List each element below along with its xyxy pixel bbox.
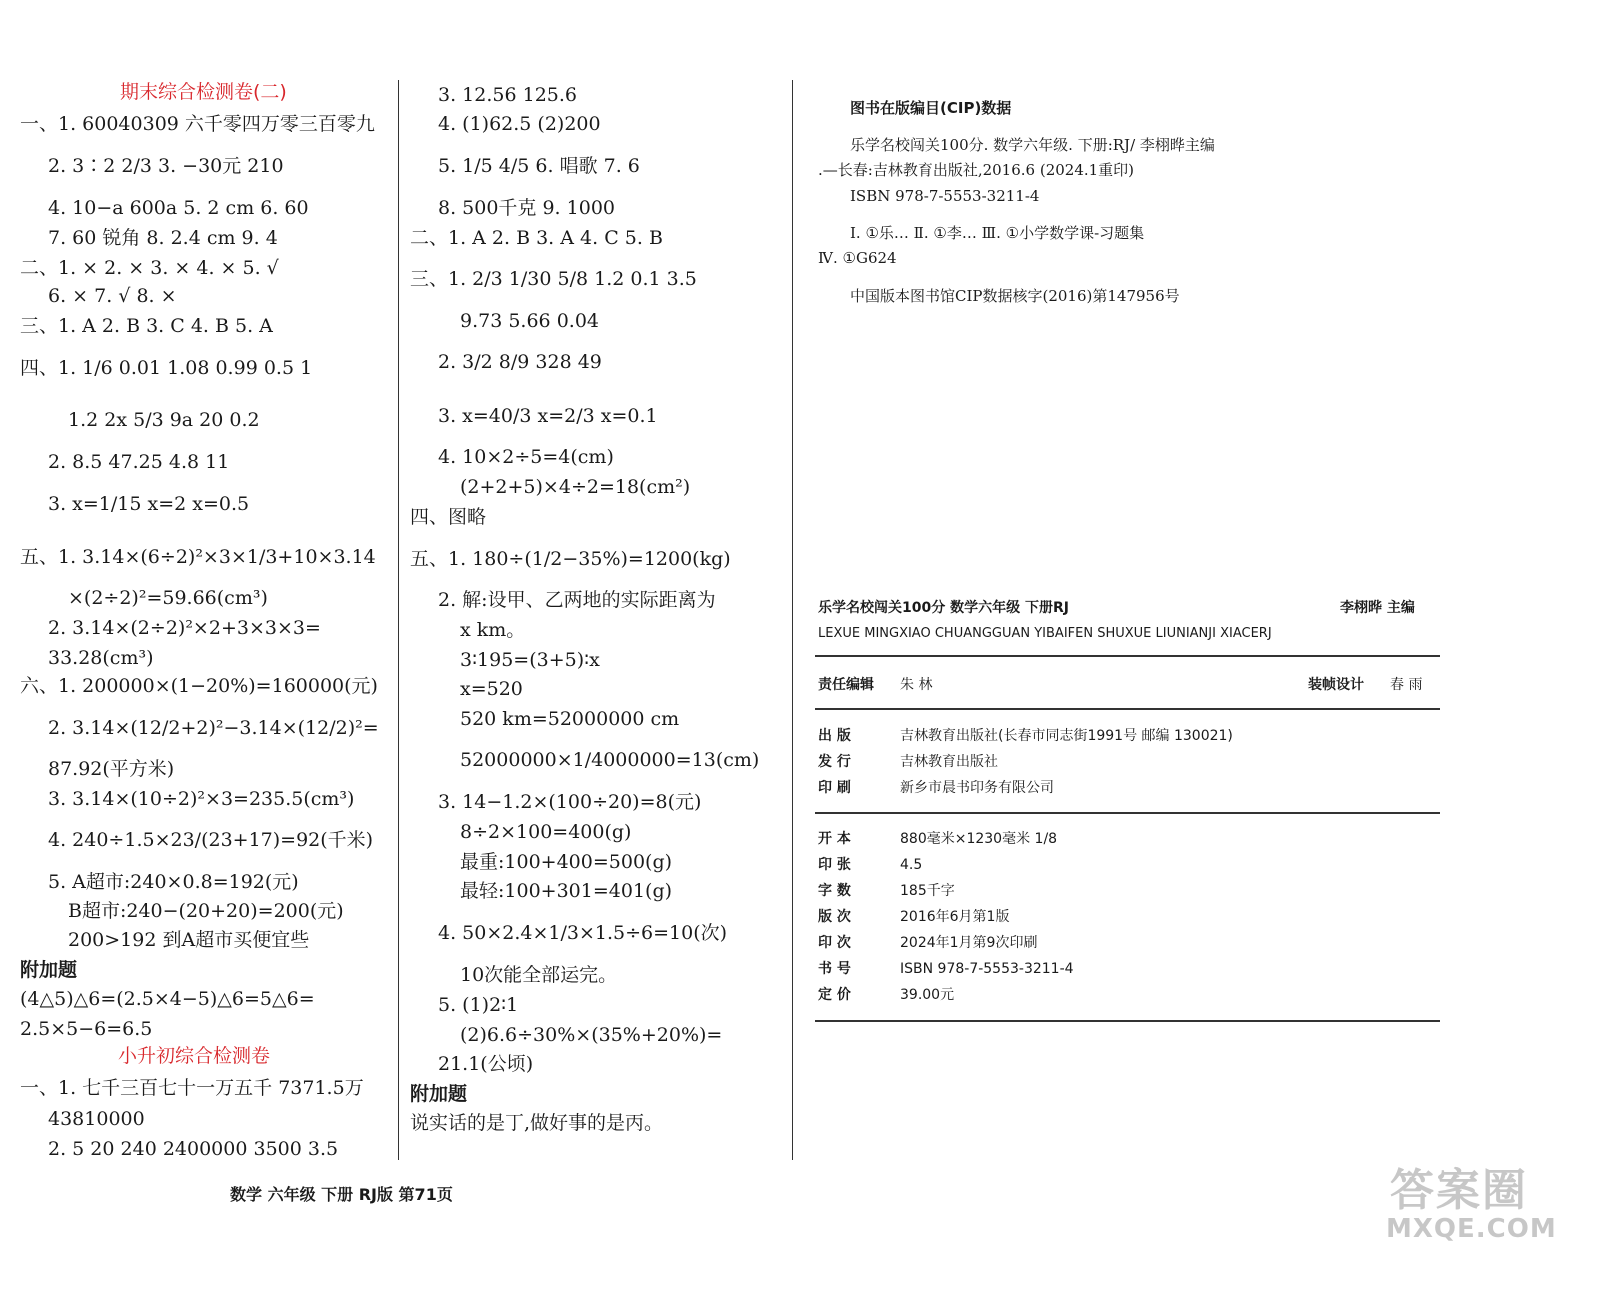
column-divider [398,80,399,1160]
answer-line: 五、1. 180÷(1/2−35%)=1200(kg) [410,548,731,570]
chief-editor: 李栩晔 主编 [1340,600,1415,616]
info-label: 发 行 [818,754,851,770]
cip-line: .—长春:吉林教育出版社,2016.6 (2024.1重印) [818,161,1135,179]
editor-name: 朱 林 [900,677,933,693]
answer-line: 2. 解:设甲、乙两地的实际距离为 [438,589,716,611]
rule [815,655,1440,657]
answer-line: (4△5)△6=(2.5×4−5)△6=5△6= [20,988,315,1010]
answer-line: 最轻:100+301=401(g) [460,880,673,902]
answer-line: 2. 3.14×(12/2+2)²−3.14×(12/2)²= [48,717,379,739]
watermark-url: MXQE.COM [1386,1214,1557,1244]
answer-line: 四、1. 1/6 0.01 1.08 0.99 0.5 1 [20,357,313,379]
info-label: 定 价 [818,987,851,1003]
answer-line: 三、1. 2/3 1/30 5/8 1.2 0.1 3.5 [410,268,697,290]
answer-line: 43810000 [48,1108,145,1130]
answer-line: 五、1. 3.14×(6÷2)²×3×1/3+10×3.14 [20,546,376,568]
answer-line: 3. 12.56 125.6 [438,84,577,106]
answer-line: 520 km=52000000 cm [460,708,680,730]
answer-line: 4. 10×2÷5=4(cm) [438,446,614,468]
info-value: 4.5 [900,857,923,873]
bonus-heading: 附加题 [410,1083,468,1105]
answer-line: 4. 10−a 600a 5. 2 cm 6. 60 [48,197,309,219]
info-label: 印 刷 [818,780,851,796]
answer-line: 4. 240÷1.5×23/(23+17)=92(千米) [48,829,374,851]
answer-line: 一、1. 60040309 六千零四万零三百零九 [20,113,375,135]
info-value: 39.00元 [900,987,955,1003]
rule [815,708,1440,710]
page-footer: 数学 六年级 下册 RJ版 第71页 [230,1185,453,1204]
info-label: 出 版 [818,728,851,744]
answer-line: 最重:100+400=500(g) [460,851,673,873]
rule [815,812,1440,814]
answer-line: 说实话的是丁,做好事的是丙。 [410,1112,664,1134]
answer-line: 3. x=40/3 x=2/3 x=0.1 [438,405,658,427]
info-label: 字 数 [818,883,851,899]
info-value: 185千字 [900,883,955,899]
answer-line: 3. x=1/15 x=2 x=0.5 [48,493,250,515]
answer-line: x km。 [460,619,526,641]
answer-line: 2.5×5−6=6.5 [20,1018,153,1040]
answer-line: 2. 5 20 240 2400000 3500 3.5 [48,1138,339,1160]
book-title: 乐学名校闯关100分 数学六年级 下册RJ [818,600,1069,616]
info-value: 880毫米×1230毫米 1/8 [900,831,1058,847]
answer-line: ×(2÷2)²=59.66(cm³) [68,587,268,609]
exam-title-graduation: 小升初综合检测卷 [118,1045,271,1067]
column-divider [792,80,793,1160]
cip-line: Ⅳ. ①G624 [818,249,897,267]
answer-line: 三、1. A 2. B 3. C 4. B 5. A [20,315,273,337]
answer-line: 3∶195=(3+5)∶x [460,649,600,671]
info-label: 印 次 [818,935,851,951]
answer-line: 9.73 5.66 0.04 [460,310,599,332]
answer-line: 52000000×1/4000000=13(cm) [460,749,760,771]
answer-line: 21.1(公顷) [438,1053,534,1075]
exam-title-2: 期末综合检测卷(二) [120,81,287,103]
answer-line: 6. × 7. √ 8. × [48,285,177,307]
answer-line: 六、1. 200000×(1−20%)=160000(元) [20,675,378,697]
answer-line: 2. 8.5 47.25 4.8 11 [48,451,230,473]
cip-line: ISBN 978-7-5553-3211-4 [850,187,1040,205]
info-value: 2024年1月第9次印刷 [900,935,1038,951]
bonus-heading: 附加题 [20,959,78,981]
answer-line: 5. 1/5 4/5 6. 唱歌 7. 6 [438,155,640,177]
answer-line: 7. 60 锐角 8. 2.4 cm 9. 4 [48,227,278,249]
answer-line: 二、1. × 2. × 3. × 4. × 5. √ [20,257,279,279]
answer-line: B超市:240−(20+20)=200(元) [68,900,344,922]
info-label: 版 次 [818,909,851,925]
rule [815,1020,1440,1022]
design-label: 装帧设计 [1308,677,1364,693]
answer-line: 2. 3.14×(2÷2)²×2+3×3×3= [48,617,321,639]
info-value: 2016年6月第1版 [900,909,1010,925]
watermark-text: 答案圈 [1390,1165,1528,1216]
cip-title: 图书在版编目(CIP)数据 [850,99,1012,117]
answer-line: 5. (1)2∶1 [438,994,519,1016]
info-value: 吉林教育出版社 [900,754,998,770]
answer-line: 1.2 2x 5/3 9a 20 0.2 [68,409,260,431]
cip-line: Ⅰ. ①乐… Ⅱ. ①李… Ⅲ. ①小学数学课-习题集 [850,224,1145,242]
answer-line: 4. 50×2.4×1/3×1.5÷6=10(次) [438,922,728,944]
answer-line: 3. 3.14×(10÷2)²×3=235.5(cm³) [48,788,355,810]
answer-line: (2+2+5)×4÷2=18(cm²) [460,476,691,498]
answer-line: 87.92(平方米) [48,758,175,780]
answer-line: 2. 3∶2 2/3 3. −30元 210 [48,155,284,177]
answer-line: 10次能全部运完。 [460,964,618,986]
answer-line: 8. 500千克 9. 1000 [438,197,615,219]
answer-line: 四、图略 [410,506,487,528]
answer-line: 4. (1)62.5 (2)200 [438,113,601,135]
cip-line: 乐学名校闯关100分. 数学六年级. 下册:RJ/ 李栩晔主编 [850,136,1215,154]
watermark-logo [1380,1144,1560,1264]
answer-line: 200>192 到A超市买便宜些 [68,929,310,951]
info-value: ISBN 978-7-5553-3211-4 [900,961,1074,977]
answer-line: 2. 3/2 8/9 328 49 [438,351,602,373]
answer-line: 一、1. 七千三百七十一万五千 7371.5万 [20,1077,364,1099]
info-label: 开 本 [818,831,851,847]
answer-line: (2)6.6÷30%×(35%+20%)= [460,1024,723,1046]
answer-line: 8÷2×100=400(g) [460,821,632,843]
info-value: 新乡市晨书印务有限公司 [900,780,1054,796]
answer-line: 二、1. A 2. B 3. A 4. C 5. B [410,227,663,249]
pinyin-title: LEXUE MINGXIAO CHUANGGUAN YIBAIFEN SHUXUE LIUNIANJI XIACERJ [818,626,1272,641]
answer-line: 5. A超市:240×0.8=192(元) [48,871,299,893]
answer-line: x=520 [460,678,523,700]
answer-line: 3. 14−1.2×(100÷20)=8(元) [438,791,702,813]
info-label: 印 张 [818,857,851,873]
answer-line: 33.28(cm³) [48,647,154,669]
info-label: 书 号 [818,961,851,977]
editor-label: 责任编辑 [818,677,874,693]
designer-name: 春 雨 [1390,677,1423,693]
info-value: 吉林教育出版社(长春市同志街1991号 邮编 130021) [900,728,1233,744]
cip-line: 中国版本图书馆CIP数据核字(2016)第147956号 [850,287,1180,305]
